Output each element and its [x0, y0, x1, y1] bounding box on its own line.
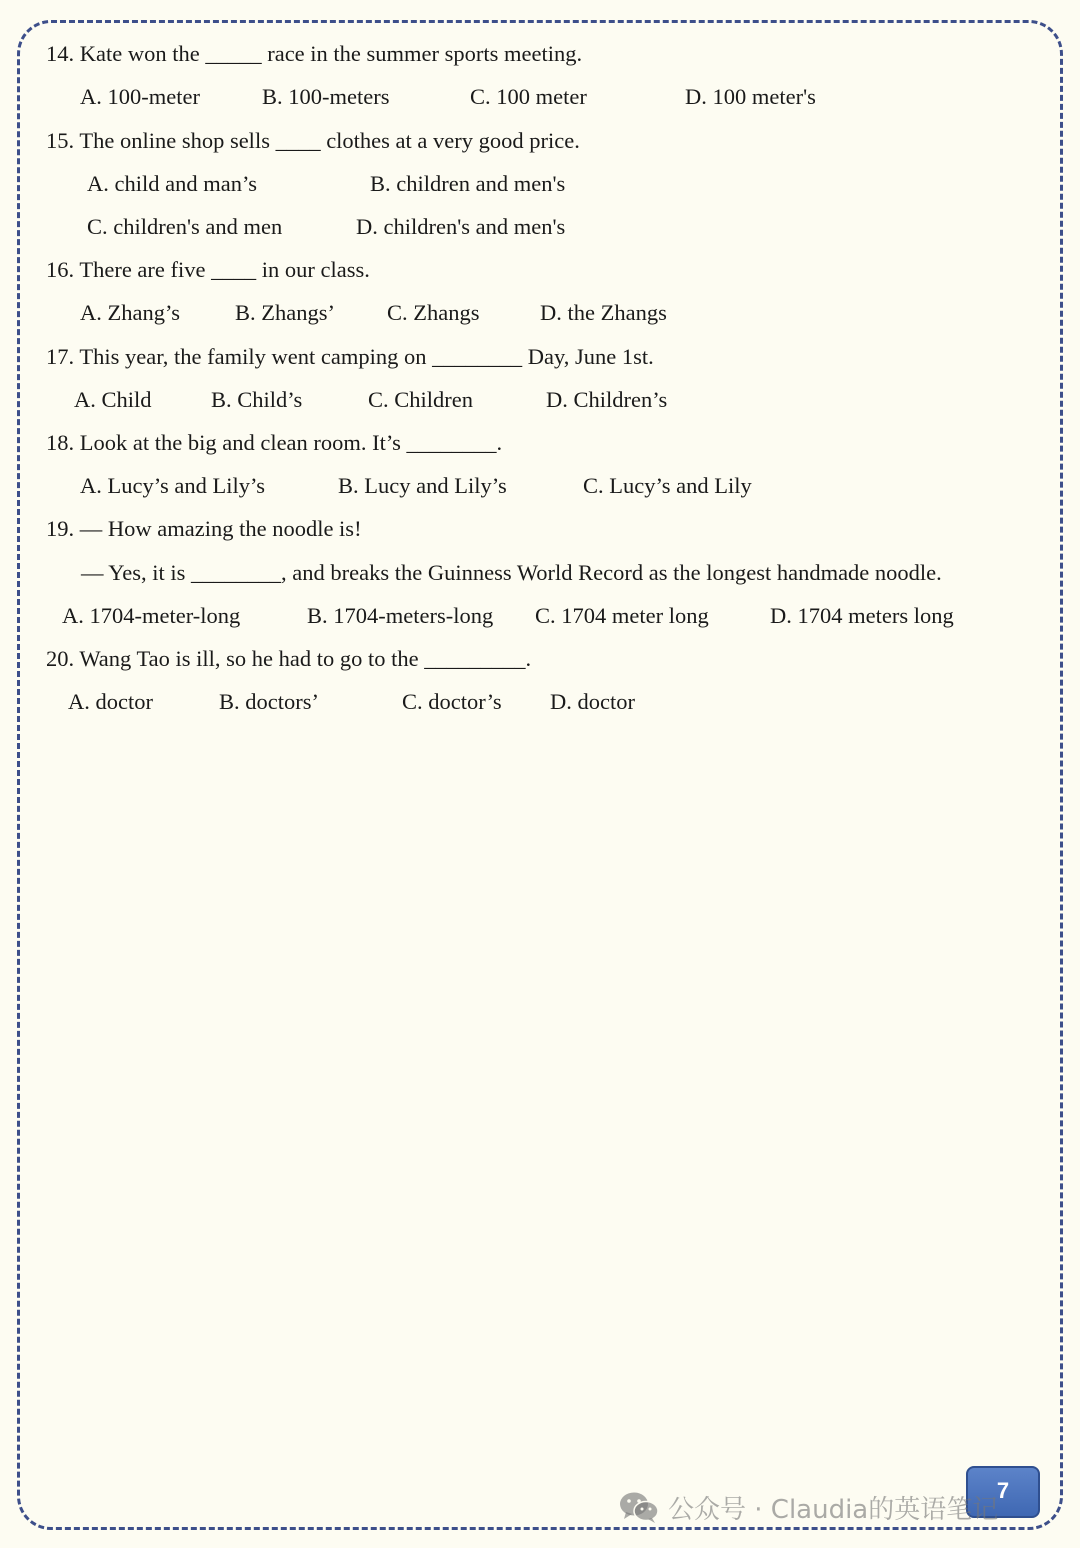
- watermark-text: 公众号 · Claudia的英语笔记: [668, 1494, 999, 1525]
- q16-option-c: C. Zhangs: [387, 300, 480, 325]
- q20-option-d: D. doctor: [550, 689, 635, 714]
- q19-option-d: D. 1704 meters long: [770, 603, 954, 628]
- q14-option-d: D. 100 meter's: [685, 84, 816, 109]
- q17-option-c: C. Children: [368, 387, 473, 412]
- q20-option-c: C. doctor’s: [402, 689, 502, 714]
- q19-option-a: A. 1704-meter-long: [62, 603, 241, 628]
- q17-option-b: B. Child’s: [211, 387, 303, 412]
- q15-option-a: A. child and man’s: [87, 171, 257, 196]
- question-19-stem: 19. — How amazing the noodle is!: [46, 516, 362, 541]
- question-18-stem: 18. Look at the big and clean room. It’s ________.: [46, 430, 503, 455]
- q19-option-b: B. 1704-meters-long: [307, 603, 494, 628]
- q20-option-a: A. doctor: [68, 689, 153, 714]
- page-border: [17, 20, 1063, 1530]
- q14-option-c: C. 100 meter: [470, 84, 587, 109]
- question-19-response: — Yes, it is ________, and breaks the Guinness World Record as the longest handmade noodle.: [81, 560, 942, 585]
- q16-option-b: B. Zhangs’: [235, 300, 335, 325]
- q17-option-d: D. Children’s: [546, 387, 668, 412]
- q14-option-a: A. 100-meter: [80, 84, 200, 109]
- q16-option-d: D. the Zhangs: [540, 300, 667, 325]
- question-14-stem: 14. Kate won the _____ race in the summer sports meeting.: [46, 41, 583, 66]
- q15-option-b: B. children and men's: [370, 171, 566, 196]
- q15-option-c: C. children's and men: [87, 214, 283, 239]
- q20-option-b: B. doctors’: [219, 689, 319, 714]
- question-20-stem: 20. Wang Tao is ill, so he had to go to the _________.: [46, 646, 532, 671]
- q19-option-c: C. 1704 meter long: [535, 603, 709, 628]
- page-number-badge: 7: [966, 1466, 1040, 1518]
- q18-option-b: B. Lucy and Lily’s: [338, 473, 507, 498]
- q14-option-b: B. 100-meters: [262, 84, 390, 109]
- q17-option-a: A. Child: [74, 387, 152, 412]
- question-16-stem: 16. There are five ____ in our class.: [46, 257, 370, 282]
- question-15-stem: 15. The online shop sells ____ clothes at a very good price.: [46, 128, 580, 153]
- watermark: [618, 1487, 998, 1527]
- q18-option-a: A. Lucy’s and Lily’s: [80, 473, 265, 498]
- q16-option-a: A. Zhang’s: [80, 300, 180, 325]
- q18-option-c: C. Lucy’s and Lily: [583, 473, 752, 498]
- wechat-icon: [618, 1490, 660, 1524]
- q15-option-d: D. children's and men's: [356, 214, 566, 239]
- question-17-stem: 17. This year, the family went camping on ________ Day, June 1st.: [46, 344, 654, 369]
